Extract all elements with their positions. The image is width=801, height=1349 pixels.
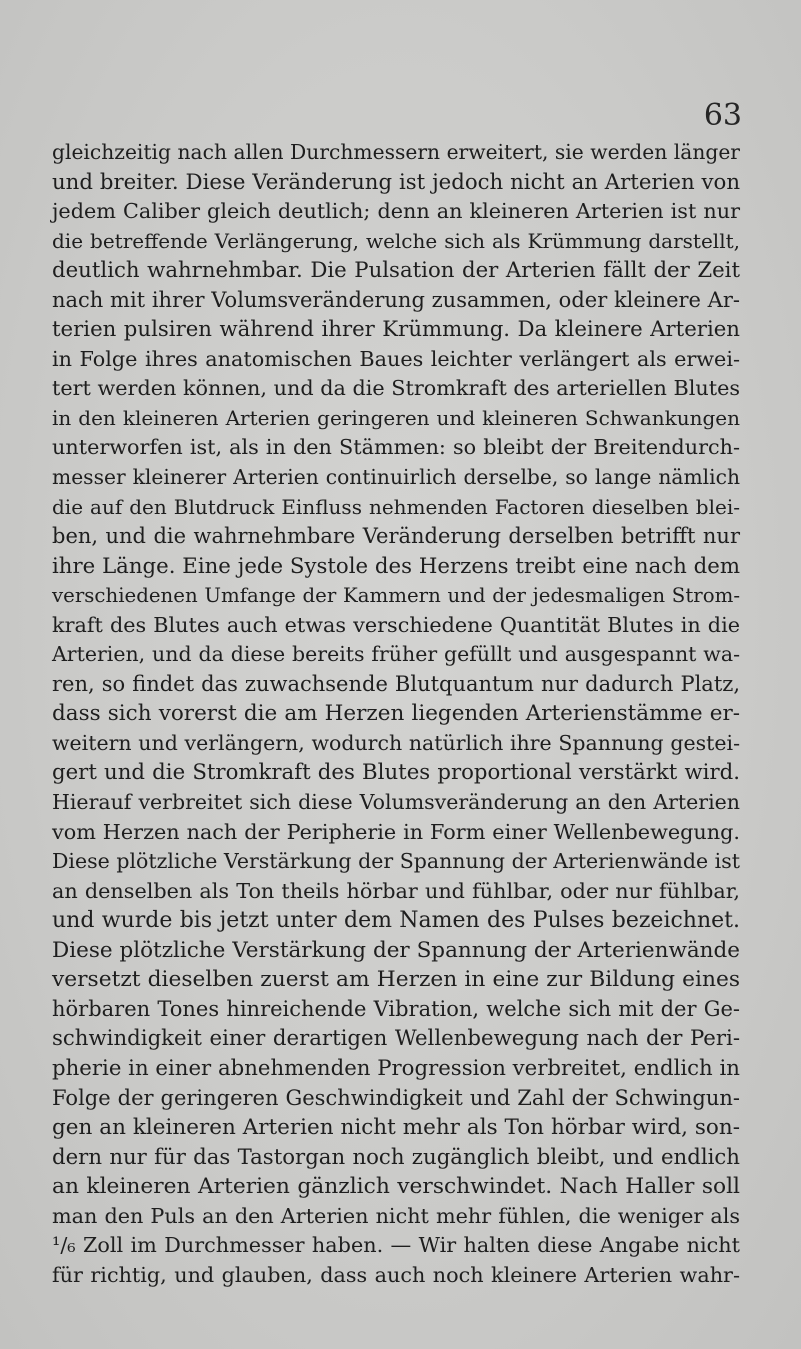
text-line: Folge der geringeren Geschwindigkeit und Zahl der Schwingun- xyxy=(52,1085,740,1110)
text-line: in den kleineren Arterien geringeren und kleineren Schwankungen xyxy=(52,405,740,430)
text-line: man den Puls an den Arterien nicht mehr fühlen, die weniger als xyxy=(52,1203,740,1228)
text-line: die betreffende Verlängerung, welche sich als Krümmung darstellt, xyxy=(52,228,740,253)
text-line: Hierauf verbreitet sich diese Volumsveränderung an den Arterien xyxy=(52,790,740,815)
text-line: unterworfen ist, als in den Stämmen: so bleibt der Breitendurch- xyxy=(52,435,740,460)
text-line: deutlich wahrnehmbar. Die Pulsation der Arterien fällt der Zeit xyxy=(52,258,740,284)
text-line: an denselben als Ton theils hörbar und fühlbar, oder nur fühlbar, xyxy=(52,878,740,903)
text-line: für richtig, und glauben, dass auch noch kleinere Arterien wahr- xyxy=(52,1262,740,1287)
text-line: gleichzeitig nach allen Durchmessern erweitert, sie werden länger xyxy=(52,140,740,164)
text-line: ren, so findet das zuwachsende Blutquantum nur dadurch Platz, xyxy=(52,671,740,696)
text-line: dass sich vorerst die am Herzen liegenden Arterienstämme er- xyxy=(52,701,740,727)
text-line: Arterien, und da diese bereits früher gefüllt und ausgespannt wa- xyxy=(52,642,740,667)
text-line: weitern und verlängern, wodurch natürlich ihre Spannung gestei- xyxy=(52,730,740,755)
text-line: an kleineren Arterien gänzlich verschwindet. Nach Haller soll xyxy=(52,1174,740,1200)
text-line: messer kleinerer Arterien continuirlich derselbe, so lange nämlich xyxy=(52,465,740,490)
text-line: jedem Caliber gleich deutlich; denn an kleineren Arterien ist nur xyxy=(52,199,740,224)
text-line: Diese plötzliche Verstärkung der Spannung der Arterienwände xyxy=(52,937,740,963)
text-line: versetzt dieselben zuerst am Herzen in eine zur Bildung eines xyxy=(52,967,740,993)
page-number: 63 xyxy=(703,98,742,133)
text-line: und wurde bis jetzt unter dem Namen des Pulses bezeichnet. xyxy=(52,908,740,934)
text-line: ben, und die wahrnehmbare Veränderung derselben betrifft nur xyxy=(52,524,740,549)
text-line: gen an kleineren Arterien nicht mehr als Ton hörbar wird, son- xyxy=(52,1115,740,1141)
text-line: in Folge ihres anatomischen Baues leichter verlängert als erwei- xyxy=(52,346,740,371)
text-line: terien pulsiren während ihrer Krümmung. Da kleinere Arterien xyxy=(52,317,740,343)
text-line: pherie in einer abnehmenden Progression verbreitet, endlich in xyxy=(52,1055,740,1081)
text-line: gert und die Stromkraft des Blutes proportional verstärkt wird. xyxy=(52,760,740,786)
text-line: tert werden können, und da die Stromkraft des arteriellen Blutes xyxy=(52,376,740,401)
text-line: ¹/₆ Zoll im Durchmesser haben. — Wir halten diese Angabe nicht xyxy=(52,1233,740,1258)
text-line: hörbaren Tones hinreichende Vibration, welche sich mit der Ge- xyxy=(52,996,740,1021)
text-line: ihre Länge. Eine jede Systole des Herzens treibt eine nach dem xyxy=(52,553,740,579)
text-line: vom Herzen nach der Peripherie in Form einer Wellenbewegung. xyxy=(52,819,740,844)
text-line: Diese plötzliche Verstärkung der Spannung der Arterienwände ist xyxy=(52,849,740,874)
text-line: verschiedenen Umfange der Kammern und der jedesmaligen Strom- xyxy=(52,584,740,608)
text-line: die auf den Blutdruck Einfluss nehmenden Factoren dieselben blei- xyxy=(52,494,740,519)
text-line: und breiter. Diese Veränderung ist jedoch nicht an Arterien von xyxy=(52,169,740,195)
text-line: nach mit ihrer Volumsveränderung zusammen, oder kleinere Ar- xyxy=(52,287,740,312)
text-line: schwindigkeit einer derartigen Wellenbewegung nach der Peri- xyxy=(52,1026,740,1052)
text-line: dern nur für das Tastorgan noch zugänglich bleibt, und endlich xyxy=(52,1144,740,1170)
text-line: kraft des Blutes auch etwas verschiedene Quantität Blutes in die xyxy=(52,612,740,637)
body-text xyxy=(52,138,740,1290)
